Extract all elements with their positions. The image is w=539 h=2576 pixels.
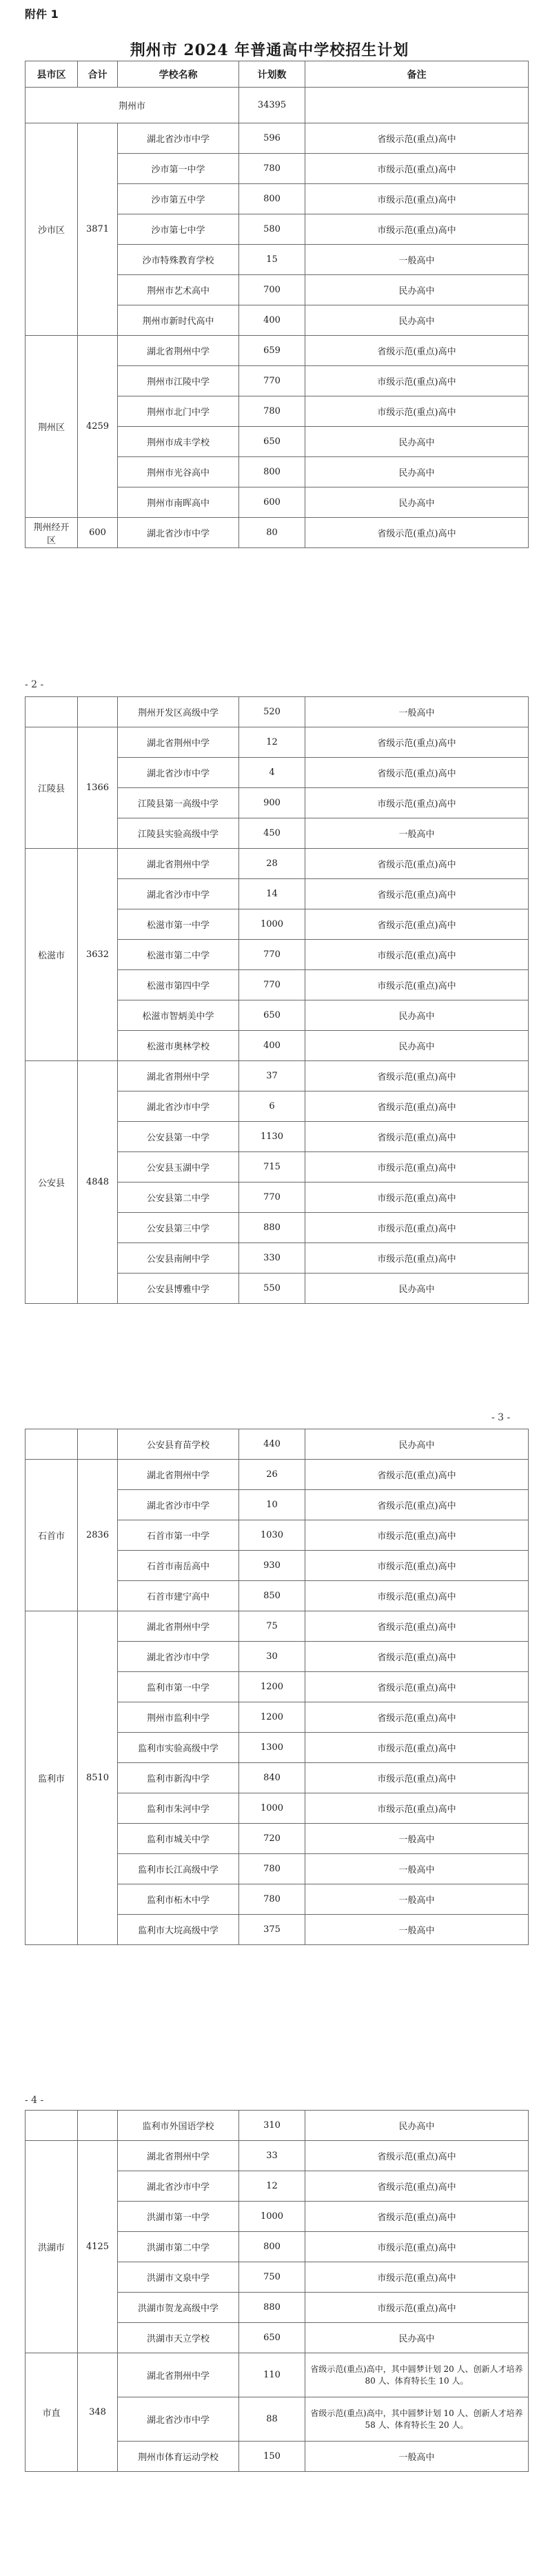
district-total-cell: 1366 [78, 727, 118, 849]
table-row [26, 336, 529, 366]
school-name-cell: 湖北省沙市中学 [118, 2171, 239, 2202]
table-row [26, 2141, 529, 2171]
note-cell: 省级示范(重点)高中 [305, 727, 529, 758]
school-name-cell: 洪湖市第二中学 [118, 2232, 239, 2262]
school-name-cell: 湖北省荆州中学 [118, 1611, 239, 1642]
note-cell: 民办高中 [305, 1274, 529, 1304]
school-name-cell: 湖北省沙市中学 [118, 518, 239, 548]
school-name-cell: 沙市第五中学 [118, 184, 239, 214]
note-cell: 一般高中 [305, 1854, 529, 1884]
note-cell: 市级示范(重点)高中 [305, 1763, 529, 1793]
district-total-cell: 3871 [78, 123, 118, 336]
school-name-cell: 监利市朱河中学 [118, 1793, 239, 1824]
school-name-cell: 石首市建宁高中 [118, 1581, 239, 1611]
header-plan: 计划数 [239, 61, 305, 88]
plan-count-cell: 550 [239, 1274, 305, 1304]
note-cell: 省级示范(重点)高中 [305, 1702, 529, 1733]
table-row [26, 2111, 529, 2141]
note-cell: 民办高中 [305, 1031, 529, 1061]
note-cell: 省级示范(重点)高中 [305, 2141, 529, 2171]
note-cell: 民办高中 [305, 275, 529, 305]
plan-count-cell: 650 [239, 1000, 305, 1031]
district-cell [26, 697, 78, 727]
school-name-cell: 湖北省荆州中学 [118, 1061, 239, 1091]
plan-count-cell: 1300 [239, 1733, 305, 1763]
district-cell: 市直 [26, 2353, 78, 2472]
note-cell: 省级示范(重点)高中 [305, 2202, 529, 2232]
table-row [26, 2353, 529, 2397]
note-cell: 市级示范(重点)高中 [305, 1551, 529, 1581]
table-row [26, 518, 529, 548]
plan-count-cell: 30 [239, 1642, 305, 1672]
note-cell: 民办高中 [305, 1000, 529, 1031]
district-cell [26, 1429, 78, 1460]
summary-total: 34395 [239, 88, 305, 123]
plan-count-cell: 15 [239, 245, 305, 275]
table-row [26, 123, 529, 154]
school-name-cell: 沙市特殊教育学校 [118, 245, 239, 275]
note-cell: 省级示范(重点)高中 [305, 1490, 529, 1520]
school-name-cell: 湖北省荆州中学 [118, 727, 239, 758]
header-total: 合计 [78, 61, 118, 88]
note-cell: 省级示范(重点)高中 [305, 758, 529, 788]
note-cell: 市级示范(重点)高中 [305, 788, 529, 818]
plan-count-cell: 33 [239, 2141, 305, 2171]
school-name-cell: 监利市第一中学 [118, 1672, 239, 1702]
school-name-cell: 荆州市光谷高中 [118, 457, 239, 487]
plan-count-cell: 800 [239, 457, 305, 487]
plan-count-cell: 10 [239, 1490, 305, 1520]
note-cell: 省级示范(重点)高中 [305, 1122, 529, 1152]
school-name-cell: 石首市南岳高中 [118, 1551, 239, 1581]
school-name-cell: 湖北省沙市中学 [118, 1642, 239, 1672]
note-cell: 省级示范(重点)高中，其中圆梦计划 20 人、创新人才培养 80 人、体育特长生 10 人。 [305, 2353, 529, 2397]
school-name-cell: 荆州市艺术高中 [118, 275, 239, 305]
page-title: 荆州市 2024 年普通高中学校招生计划 [130, 41, 409, 59]
note-cell: 省级示范(重点)高中 [305, 879, 529, 909]
district-total-cell: 4848 [78, 1061, 118, 1304]
plan-count-cell: 770 [239, 970, 305, 1000]
page-number-label: - 3 - [491, 1412, 511, 1423]
note-cell: 市级示范(重点)高中 [305, 1152, 529, 1183]
note-cell: 市级示范(重点)高中 [305, 940, 529, 970]
table-row [26, 1061, 529, 1091]
plan-count-cell: 1000 [239, 1793, 305, 1824]
note-cell: 市级示范(重点)高中 [305, 2232, 529, 2262]
school-name-cell: 松滋市奥林学校 [118, 1031, 239, 1061]
school-name-cell: 公安县第二中学 [118, 1183, 239, 1213]
district-cell: 荆州区 [26, 336, 78, 518]
district-total-cell: 8510 [78, 1611, 118, 1945]
school-name-cell: 监利市外国语学校 [118, 2111, 239, 2141]
school-name-cell: 湖北省沙市中学 [118, 1091, 239, 1122]
note-cell: 市级示范(重点)高中 [305, 970, 529, 1000]
table-row [26, 1429, 529, 1460]
plan-count-cell: 659 [239, 336, 305, 366]
note-cell: 市级示范(重点)高中 [305, 396, 529, 427]
note-cell: 民办高中 [305, 305, 529, 336]
note-cell: 市级示范(重点)高中 [305, 1183, 529, 1213]
plan-count-cell: 850 [239, 1581, 305, 1611]
school-name-cell: 荆州市江陵中学 [118, 366, 239, 396]
district-total-cell [78, 1429, 118, 1460]
plan-count-cell: 14 [239, 879, 305, 909]
note-cell: 一般高中 [305, 818, 529, 849]
note-cell: 省级示范(重点)高中 [305, 1611, 529, 1642]
note-cell: 市级示范(重点)高中 [305, 154, 529, 184]
school-name-cell: 公安县第一中学 [118, 1122, 239, 1152]
plan-count-cell: 840 [239, 1763, 305, 1793]
table-row [26, 849, 529, 879]
note-cell: 市级示范(重点)高中 [305, 1581, 529, 1611]
school-name-cell: 石首市第一中学 [118, 1520, 239, 1551]
school-name-cell: 湖北省荆州中学 [118, 2141, 239, 2171]
plan-count-cell: 880 [239, 1213, 305, 1243]
school-name-cell: 荆州市北门中学 [118, 396, 239, 427]
note-cell: 民办高中 [305, 2111, 529, 2141]
plan-count-cell: 770 [239, 1183, 305, 1213]
district-cell: 公安县 [26, 1061, 78, 1304]
table-row [26, 697, 529, 727]
school-name-cell: 湖北省沙市中学 [118, 758, 239, 788]
school-name-cell: 荆州市体育运动学校 [118, 2442, 239, 2472]
plan-count-cell: 596 [239, 123, 305, 154]
table-row [26, 1611, 529, 1642]
school-name-cell: 监利市实验高级中学 [118, 1733, 239, 1763]
school-name-cell: 监利市新沟中学 [118, 1763, 239, 1793]
school-name-cell: 荆州市成丰学校 [118, 427, 239, 457]
school-name-cell: 洪湖市贺龙高级中学 [118, 2293, 239, 2323]
school-name-cell: 江陵县实验高级中学 [118, 818, 239, 849]
plan-count-cell: 650 [239, 427, 305, 457]
plan-count-cell: 900 [239, 788, 305, 818]
plan-count-cell: 12 [239, 727, 305, 758]
plan-count-cell: 310 [239, 2111, 305, 2141]
district-total-cell [78, 697, 118, 727]
note-cell: 市级示范(重点)高中 [305, 1520, 529, 1551]
header-district: 县市区 [26, 61, 78, 88]
plan-count-cell: 28 [239, 849, 305, 879]
district-cell [26, 2111, 78, 2141]
district-total-cell: 600 [78, 518, 118, 548]
school-name-cell: 松滋市第一中学 [118, 909, 239, 940]
note-cell: 市级示范(重点)高中 [305, 366, 529, 396]
district-cell: 沙市区 [26, 123, 78, 336]
plan-count-cell: 1130 [239, 1122, 305, 1152]
school-name-cell: 荆州开发区高级中学 [118, 697, 239, 727]
note-cell: 省级示范(重点)高中 [305, 1642, 529, 1672]
page-number-label: - 2 - [25, 679, 44, 690]
district-total-cell [78, 2111, 118, 2141]
plan-count-cell: 770 [239, 366, 305, 396]
plan-count-cell: 780 [239, 396, 305, 427]
plan-count-cell: 1030 [239, 1520, 305, 1551]
district-total-cell: 348 [78, 2353, 118, 2472]
note-cell: 省级示范(重点)高中 [305, 1061, 529, 1091]
school-name-cell: 松滋市智炳美中学 [118, 1000, 239, 1031]
plan-count-cell: 400 [239, 305, 305, 336]
plan-count-cell: 780 [239, 1854, 305, 1884]
plan-count-cell: 800 [239, 2232, 305, 2262]
plan-count-cell: 110 [239, 2353, 305, 2397]
note-cell: 一般高中 [305, 1824, 529, 1854]
school-name-cell: 湖北省荆州中学 [118, 849, 239, 879]
school-name-cell: 湖北省沙市中学 [118, 2397, 239, 2442]
school-name-cell: 洪湖市文泉中学 [118, 2262, 239, 2293]
note-cell: 省级示范(重点)高中 [305, 849, 529, 879]
plan-count-cell: 6 [239, 1091, 305, 1122]
school-name-cell: 监利市长江高级中学 [118, 1854, 239, 1884]
note-cell: 市级示范(重点)高中 [305, 1733, 529, 1763]
district-cell: 洪湖市 [26, 2141, 78, 2353]
plan-count-cell: 880 [239, 2293, 305, 2323]
plan-count-cell: 1200 [239, 1672, 305, 1702]
note-cell: 市级示范(重点)高中 [305, 184, 529, 214]
note-cell: 省级示范(重点)高中，其中圆梦计划 10 人、创新人才培养 58 人、体育特长生 20 人。 [305, 2397, 529, 2442]
school-name-cell: 湖北省荆州中学 [118, 336, 239, 366]
note-cell: 一般高中 [305, 697, 529, 727]
district-cell: 荆州经开区 [26, 518, 78, 548]
note-cell: 民办高中 [305, 457, 529, 487]
summary-note [305, 88, 529, 123]
note-cell: 省级示范(重点)高中 [305, 1091, 529, 1122]
plan-count-cell: 150 [239, 2442, 305, 2472]
note-cell: 民办高中 [305, 427, 529, 457]
note-cell: 省级示范(重点)高中 [305, 1460, 529, 1490]
school-name-cell: 公安县南闸中学 [118, 1243, 239, 1274]
school-name-cell: 松滋市第二中学 [118, 940, 239, 970]
school-name-cell: 荆州市监利中学 [118, 1702, 239, 1733]
note-cell: 一般高中 [305, 245, 529, 275]
plan-count-cell: 88 [239, 2397, 305, 2442]
plan-count-cell: 930 [239, 1551, 305, 1581]
note-cell: 省级示范(重点)高中 [305, 336, 529, 366]
district-cell: 松滋市 [26, 849, 78, 1061]
plan-count-cell: 75 [239, 1611, 305, 1642]
plan-count-cell: 80 [239, 518, 305, 548]
plan-count-cell: 4 [239, 758, 305, 788]
school-name-cell: 湖北省荆州中学 [118, 2353, 239, 2397]
plan-count-cell: 720 [239, 1824, 305, 1854]
enrollment-table-page-3 [25, 1429, 529, 1945]
school-name-cell: 公安县博雅中学 [118, 1274, 239, 1304]
plan-count-cell: 780 [239, 154, 305, 184]
note-cell: 省级示范(重点)高中 [305, 2171, 529, 2202]
table-row [26, 1460, 529, 1490]
school-name-cell: 监利市城关中学 [118, 1824, 239, 1854]
plan-count-cell: 26 [239, 1460, 305, 1490]
enrollment-table-page-1 [25, 61, 529, 548]
school-name-cell: 公安县育苗学校 [118, 1429, 239, 1460]
note-cell: 市级示范(重点)高中 [305, 1243, 529, 1274]
plan-count-cell: 800 [239, 184, 305, 214]
district-total-cell: 4125 [78, 2141, 118, 2353]
district-total-cell: 4259 [78, 336, 118, 518]
enrollment-table-page-2 [25, 696, 529, 1304]
plan-count-cell: 37 [239, 1061, 305, 1091]
note-cell: 市级示范(重点)高中 [305, 1213, 529, 1243]
plan-count-cell: 330 [239, 1243, 305, 1274]
plan-count-cell: 715 [239, 1152, 305, 1183]
plan-count-cell: 520 [239, 697, 305, 727]
school-name-cell: 沙市第一中学 [118, 154, 239, 184]
header-school: 学校名称 [118, 61, 239, 88]
plan-count-cell: 1000 [239, 2202, 305, 2232]
note-cell: 省级示范(重点)高中 [305, 909, 529, 940]
school-name-cell: 洪湖市天立学校 [118, 2323, 239, 2353]
note-cell: 一般高中 [305, 2442, 529, 2472]
plan-count-cell: 375 [239, 1915, 305, 1945]
district-cell: 监利市 [26, 1611, 78, 1945]
plan-count-cell: 1000 [239, 909, 305, 940]
district-total-cell: 2836 [78, 1460, 118, 1611]
plan-count-cell: 770 [239, 940, 305, 970]
summary-label: 荆州市 [26, 88, 239, 123]
table-row [26, 727, 529, 758]
district-cell: 江陵县 [26, 727, 78, 849]
school-name-cell: 公安县第三中学 [118, 1213, 239, 1243]
school-name-cell: 监利市柘木中学 [118, 1884, 239, 1915]
note-cell: 市级示范(重点)高中 [305, 214, 529, 245]
school-name-cell: 监利市大垸高级中学 [118, 1915, 239, 1945]
header-note: 备注 [305, 61, 529, 88]
note-cell: 民办高中 [305, 2323, 529, 2353]
note-cell: 民办高中 [305, 487, 529, 518]
school-name-cell: 洪湖市第一中学 [118, 2202, 239, 2232]
note-cell: 市级示范(重点)高中 [305, 2262, 529, 2293]
school-name-cell: 沙市第七中学 [118, 214, 239, 245]
note-cell: 一般高中 [305, 1915, 529, 1945]
note-cell: 省级示范(重点)高中 [305, 1672, 529, 1702]
note-cell: 一般高中 [305, 1884, 529, 1915]
plan-count-cell: 450 [239, 818, 305, 849]
school-name-cell: 湖北省沙市中学 [118, 123, 239, 154]
note-cell: 市级示范(重点)高中 [305, 1793, 529, 1824]
plan-count-cell: 600 [239, 487, 305, 518]
district-total-cell: 3632 [78, 849, 118, 1061]
plan-count-cell: 1200 [239, 1702, 305, 1733]
plan-count-cell: 780 [239, 1884, 305, 1915]
school-name-cell: 湖北省沙市中学 [118, 1490, 239, 1520]
plan-count-cell: 440 [239, 1429, 305, 1460]
note-cell: 省级示范(重点)高中 [305, 123, 529, 154]
plan-count-cell: 750 [239, 2262, 305, 2293]
plan-count-cell: 12 [239, 2171, 305, 2202]
plan-count-cell: 400 [239, 1031, 305, 1061]
plan-count-cell: 580 [239, 214, 305, 245]
plan-count-cell: 700 [239, 275, 305, 305]
plan-count-cell: 650 [239, 2323, 305, 2353]
enrollment-table-page-4 [25, 2110, 529, 2472]
school-name-cell: 湖北省沙市中学 [118, 879, 239, 909]
note-cell: 省级示范(重点)高中 [305, 518, 529, 548]
note-cell: 市级示范(重点)高中 [305, 2293, 529, 2323]
school-name-cell: 荆州市南晖高中 [118, 487, 239, 518]
district-cell: 石首市 [26, 1460, 78, 1611]
school-name-cell: 江陵县第一高级中学 [118, 788, 239, 818]
school-name-cell: 湖北省荆州中学 [118, 1460, 239, 1490]
school-name-cell: 松滋市第四中学 [118, 970, 239, 1000]
attachment-label: 附件 1 [25, 8, 59, 21]
school-name-cell: 荆州市新时代高中 [118, 305, 239, 336]
page-number-label: - 4 - [25, 2095, 44, 2106]
note-cell: 民办高中 [305, 1429, 529, 1460]
school-name-cell: 公安县玉湖中学 [118, 1152, 239, 1183]
